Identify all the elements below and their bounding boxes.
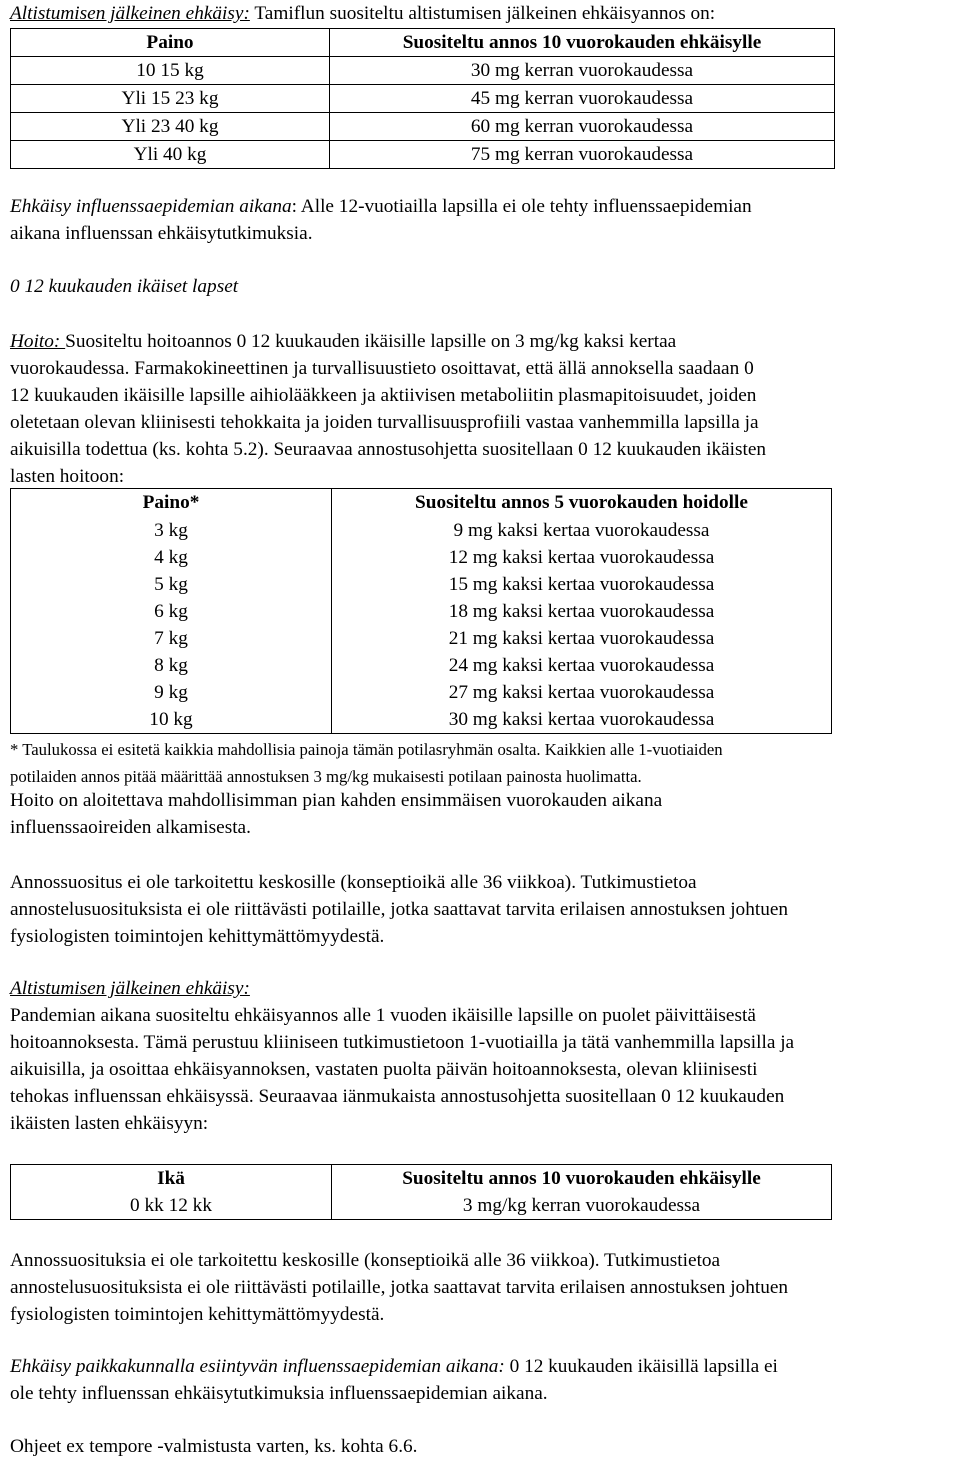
text-span: Suositeltu hoitoannos 0 12 kuukauden ikäisille lapsille on 3 mg/kg kaksi kertaa: [65, 331, 677, 352]
table-cell: 45 mg kerran vuorokaudessa: [330, 85, 835, 113]
table-row: [11, 652, 832, 679]
paragraph-premature-infants-2: [10, 1247, 955, 1328]
table-header: Paino*: [11, 489, 332, 518]
table-cell: 6 kg: [11, 598, 332, 625]
text-line: hoitoannoksesta. Tämä perustuu kliiniseen tutkimustietoon 1-vuotiailla ja tätä vanhemmilla lapsilla ja: [10, 1032, 795, 1053]
text-line: ole tehty influenssan ehkäisytutkimuksia influenssaepidemian aikana.: [10, 1383, 548, 1404]
table-row: [11, 1192, 832, 1220]
text-line: Annossuosituksia ei ole tarkoitettu keskosille (konseptioikä alle 36 viikkoa). Tutkimustietoa: [10, 1250, 721, 1271]
table-row: [11, 517, 832, 544]
heading-rest: Tamiflun suositeltu altistumisen jälkeinen ehkäisyannos on:: [249, 3, 716, 24]
italic-lead: Ehkäisy influenssaepidemian aikana: [10, 196, 292, 217]
table-cell: Yli 23 40 kg: [11, 113, 330, 141]
table-cell: 24 mg kaksi kertaa vuorokaudessa: [332, 652, 832, 679]
table-footnote: [10, 736, 955, 790]
text-line: 12 kuukauden ikäisille lapsille aihiolääkkeen ja aktiivisen metaboliitin plasmapitoisuudet, joiden: [10, 385, 757, 406]
table-row: [11, 706, 832, 734]
table-header-row: [11, 29, 835, 57]
paragraph-epidemic-prevention: [10, 193, 955, 247]
table-cell: 10 kg: [11, 706, 332, 734]
table-cell: 3 mg/kg kerran vuorokaudessa: [332, 1192, 832, 1220]
table-row: [11, 141, 835, 169]
table-header: Suositeltu annos 10 vuorokauden ehkäisylle: [332, 1165, 832, 1193]
table-cell: 3 kg: [11, 517, 332, 544]
text-line: * Taulukossa ei esitetä kaikkia mahdollisia painoja tämän potilasryhmän osalta. Kaikkien alle 1-vuotiaiden: [10, 740, 723, 759]
paragraph-extempore: Ohjeet ex tempore -valmistusta varten, ks. kohta 6.6.: [10, 1436, 418, 1457]
text-span: : Alle 12-vuotiailla lapsilla ei ole tehty influenssaepidemian: [291, 196, 752, 217]
table-cell: 21 mg kaksi kertaa vuorokaudessa: [332, 625, 832, 652]
table-header: Suositeltu annos 5 vuorokauden hoidolle: [332, 489, 832, 518]
table-header-row: [11, 1165, 832, 1193]
text-span: 0 12 kuukauden ikäisillä lapsilla ei: [504, 1356, 778, 1377]
table-row: [11, 598, 832, 625]
table-cell: 5 kg: [11, 571, 332, 598]
text-line: ikäisten lasten ehkäisyyn:: [10, 1113, 209, 1134]
text-line: Hoito on aloitettava mahdollisimman pian kahden ensimmäisen vuorokauden aikana: [10, 790, 663, 811]
text-line: influenssaoireiden alkamisesta.: [10, 817, 251, 838]
text-line: Pandemian aikana suositeltu ehkäisyannos alle 1 vuoden ikäisille lapsille on puolet päivittäisestä: [10, 1005, 756, 1026]
table-cell: 9 mg kaksi kertaa vuorokaudessa: [332, 517, 832, 544]
text-line: [10, 328, 955, 355]
table-cell: 0 kk 12 kk: [11, 1192, 332, 1220]
table-cell: 8 kg: [11, 652, 332, 679]
text-line: lasten hoitoon:: [10, 466, 125, 487]
table-row: [11, 679, 832, 706]
table-cell: 30 mg kerran vuorokaudessa: [330, 57, 835, 85]
italic-lead: Ehkäisy paikkakunnalla esiintyvän influenssaepidemian aikana:: [10, 1356, 505, 1377]
dose-table-weight-treatment: [10, 488, 832, 734]
table-cell: 4 kg: [11, 544, 332, 571]
table-cell: 15 mg kaksi kertaa vuorokaudessa: [332, 571, 832, 598]
table-cell: 9 kg: [11, 679, 332, 706]
table-cell: 7 kg: [11, 625, 332, 652]
dose-table-age-prophylaxis: [10, 1164, 832, 1220]
table-cell: 18 mg kaksi kertaa vuorokaudessa: [332, 598, 832, 625]
text-line: annostelusuosituksista ei ole riittävästi potilaille, jotka saattavat tarvita erilaisen annostuksen johtuen: [10, 1277, 789, 1298]
table-header: Paino: [11, 29, 330, 57]
table-row: [11, 57, 835, 85]
text-line: [10, 193, 955, 220]
paragraph-treatment: [10, 328, 955, 490]
table-row: [11, 544, 832, 571]
text-line: Annossuositus ei ole tarkoitettu keskosille (konseptioikä alle 36 viikkoa). Tutkimustietoa: [10, 872, 697, 893]
text-line: aikana influenssan ehkäisytutkimuksia.: [10, 223, 313, 244]
treatment-label: Hoito:: [10, 331, 66, 352]
text-line: [10, 1353, 955, 1380]
table-row: [11, 571, 832, 598]
table-header: Suositeltu annos 10 vuorokauden ehkäisylle: [330, 29, 835, 57]
paragraph-postexposure-infants: [10, 975, 955, 1137]
table-row: [11, 113, 835, 141]
table-cell: 75 mg kerran vuorokaudessa: [330, 141, 835, 169]
table-cell: 60 mg kerran vuorokaudessa: [330, 113, 835, 141]
table-header: Ikä: [11, 1165, 332, 1193]
table-row: [11, 625, 832, 652]
table-header-row: [11, 489, 832, 518]
paragraph-local-epidemic: [10, 1353, 955, 1407]
text-line: oletetaan olevan kliinisesti tehokkaita ja joiden turvallisuusprofiili vastaa vanhemmilla lapsilla ja: [10, 412, 759, 433]
section-heading-postexposure: [10, 0, 955, 27]
table-cell: 30 mg kaksi kertaa vuorokaudessa: [332, 706, 832, 734]
text-line: tehokas influenssan ehkäisyssä. Seuraavaa iänmukaista annostusohjetta suositellaan 0 12 kuukauden: [10, 1086, 785, 1107]
table-cell: 27 mg kaksi kertaa vuorokaudessa: [332, 679, 832, 706]
table-cell: 10 15 kg: [11, 57, 330, 85]
table-cell: 12 mg kaksi kertaa vuorokaudessa: [332, 544, 832, 571]
table-cell: Yli 15 23 kg: [11, 85, 330, 113]
table-row: [11, 85, 835, 113]
text-line: annostelusuosituksista ei ole riittävästi potilaille, jotka saattavat tarvita erilaisen annostuksen johtuen: [10, 899, 789, 920]
heading-italic: Altistumisen jälkeinen ehkäisy:: [10, 3, 250, 24]
text-line: vuorokaudessa. Farmakokineettinen ja turvallisuustieto osoittavat, että ällä annoksella saadaan 0: [10, 358, 754, 379]
paragraph-treatment-start: [10, 787, 955, 841]
text-line: potilaiden annos pitää määrittää annostuksen 3 mg/kg mukaisesti potilaan painosta huolimatta.: [10, 767, 642, 786]
dose-table-weight-prophylaxis: [10, 28, 835, 169]
text-line: aikuisilla todettua (ks. kohta 5.2). Seuraavaa annostusohjetta suositellaan 0 12 kuukauden ikäisten: [10, 439, 767, 460]
paragraph-premature-infants: [10, 869, 955, 950]
text-line: fysiologisten toimintojen kehittymättömyydestä.: [10, 926, 385, 947]
text-line: fysiologisten toimintojen kehittymättömyydestä.: [10, 1304, 385, 1325]
text-line: aikuisilla, ja osoittaa ehkäisyannoksen, vastaten puolta päivän hoitoannoksesta, olevan kliinisesti: [10, 1059, 758, 1080]
subheading-postexposure: Altistumisen jälkeinen ehkäisy:: [10, 978, 250, 999]
subheading-infants: 0 12 kuukauden ikäiset lapset: [10, 276, 239, 297]
table-cell: Yli 40 kg: [11, 141, 330, 169]
